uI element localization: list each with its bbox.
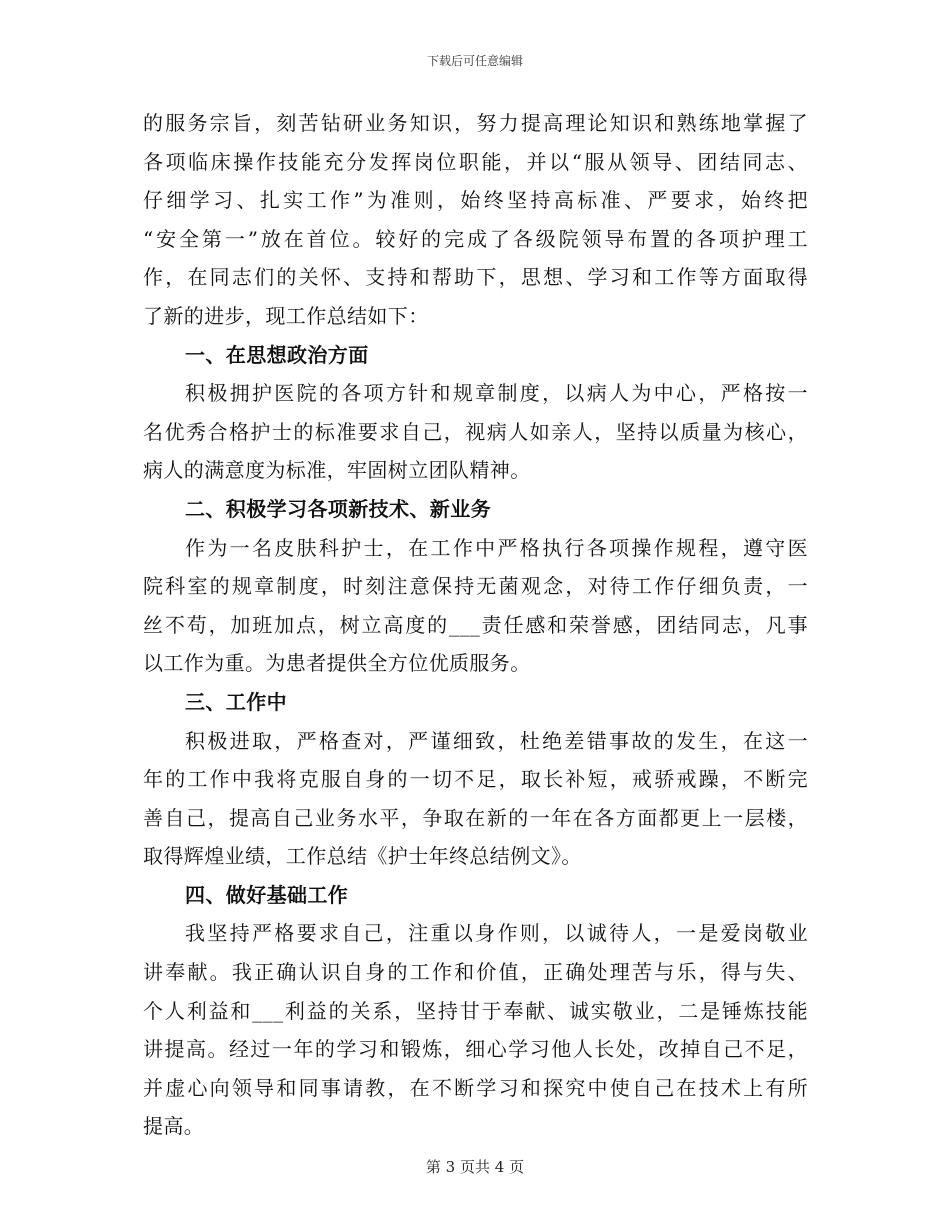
- body-line: 积极进取，严格查对，严谨细致，杜绝差错事故的发生，在这一: [185, 728, 808, 753]
- body-line: 我坚持严格要求自己，注重以身作则，以诚待人，一是爱岗敬业: [185, 921, 808, 946]
- body-line: 积极拥护医院的各项方针和规章制度，以病人为中心，严格按一: [185, 381, 808, 406]
- body-line: 讲提高。经过一年的学习和锻炼，细心学习他人长处，改掉自己不足，: [143, 1037, 808, 1062]
- body-line: 院科室的规章制度，时刻注意保持无菌观念，对待工作仔细负责，一: [143, 574, 808, 599]
- section-heading: 一、在思想政治方面: [185, 342, 369, 367]
- body-line: 名优秀合格护士的标准要求自己，视病人如亲人，坚持以质量为核心，: [143, 419, 808, 444]
- body-line: 仔细学习、扎实工作”为准则，始终坚持高标准、严要求，始终把: [143, 188, 808, 213]
- body-line: 的服务宗旨，刻苦钻研业务知识，努力提高理论知识和熟练地掌握了: [143, 111, 808, 135]
- body-line: 取得辉煌业绩，工作总结《护士年终总结例文》。: [143, 844, 582, 869]
- body-line: “安全第一”放在首位。较好的完成了各级院领导布置的各项护理工: [143, 226, 808, 251]
- page-footer: 第 3 页共 4 页: [425, 1158, 525, 1176]
- section-heading: 二、积极学习各项新技术、新业务: [185, 496, 491, 521]
- body-line: 病人的满意度为标准，牢固树立团队精神。: [143, 458, 531, 483]
- body-line: 作，在同志们的关怀、支持和帮助下，思想、学习和工作等方面取得: [143, 265, 808, 290]
- page-header: 下载后可任意编辑: [426, 54, 523, 68]
- body-line: 提高。: [143, 1114, 205, 1139]
- body-line: 年的工作中我将克服自身的一切不足，取长补短，戒骄戒躁，不断完: [143, 767, 808, 792]
- body-line: 各项临床操作技能充分发挥岗位职能，并以“服从领导、团结同志、: [143, 149, 808, 174]
- body-line: 以工作为重。为患者提供全方位优质服务。: [143, 651, 531, 676]
- body-line: 作为一名皮肤科护士，在工作中严格执行各项操作规程，遵守医: [185, 535, 808, 560]
- body-line: 并虚心向领导和同事请教，在不断学习和探究中使自己在技术上有所: [143, 1075, 808, 1100]
- body-line: 了新的进步，现工作总结如下：: [143, 303, 429, 328]
- section-heading: 三、工作中: [185, 689, 287, 714]
- body-line: 讲奉献。我正确认识自身的工作和价值，正确处理苦与乐，得与失、: [143, 960, 808, 985]
- body-line: 个人利益和___利益的关系，坚持甘于奉献、诚实敬业，二是锤炼技能: [143, 998, 808, 1023]
- section-heading: 四、做好基础工作: [185, 882, 349, 907]
- document-body: [143, 104, 808, 1146]
- body-line: 丝不苟，加班加点，树立高度的___责任感和荣誉感，团结同志，凡事: [143, 612, 808, 637]
- body-line: 善自己，提高自己业务水平，争取在新的一年在各方面都更上一层楼，: [143, 805, 808, 830]
